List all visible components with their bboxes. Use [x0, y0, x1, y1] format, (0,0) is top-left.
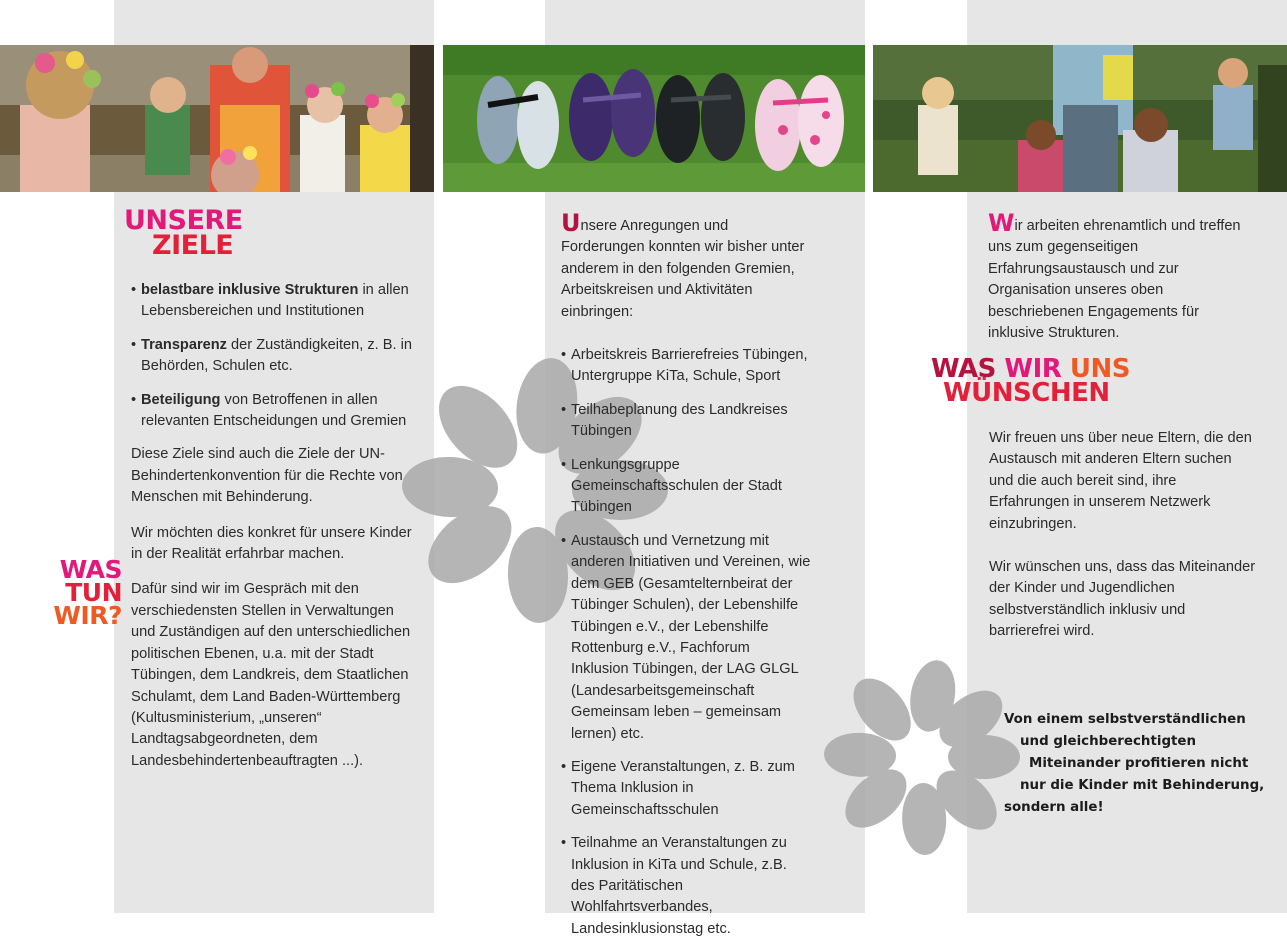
heading-line: TUN — [65, 578, 122, 607]
list-item — [131, 390, 416, 433]
heading-line: WÜNSCHEN — [943, 377, 1110, 408]
paragraph: Dafür sind wir im Gespräch mit den verschiedensten Stellen in Verwaltungen und Zuständigen auf den unterschiedlichen politischen Ebenen, u.a. mit der Stadt Tübingen, dem Landkreis, dem Staatlichen Schulamt, dem Land Baden-Württemberg (Kultusministerium, „unseren“ Landtagsabgeordneten, dem Landesbehindertenbeauftragten ...). — [131, 581, 411, 769]
paragraph: Diese Ziele sind auch die Ziele der UN-Behindertenkonvention für die Rechte von Menschen mit Behinderung. — [131, 446, 403, 506]
list-item — [131, 280, 416, 323]
paragraph: Wir möchten dies konkret für unsere Kinder in der Realität erfahrbar machen. — [131, 524, 412, 563]
paragraph: Wir freuen uns über neue Eltern, die den Austausch mit anderen Eltern suchen und die auch bereit sind, ihre Erfahrungen in unserem Netzwerk einzubringen. — [989, 430, 1252, 532]
goals-list — [131, 280, 416, 432]
intro-paragraph — [988, 209, 1248, 344]
intro-text: ir arbeiten ehrenamtlich und treffen uns zum gegenseitigen Erfahrungsaustausch und zur Organisation unseres oben beschriebenen Engagements für inklusive Strukturen. — [988, 218, 1241, 342]
quote-line: Von einem selbstverständlichen — [1004, 712, 1246, 727]
drop-cap: U — [561, 209, 581, 237]
wishes-text — [989, 428, 1259, 657]
was-wir-uns-wuenschen-heading — [931, 354, 1130, 408]
list-item: • Lenkungsgruppe Gemeinschaftsschulen der Stadt Tübingen — [561, 455, 811, 519]
heading-word: WAS — [931, 354, 996, 384]
quote-line: und gleichberechtigten — [1020, 734, 1197, 749]
unsere-ziele-heading — [124, 205, 243, 261]
ehrenamt-paragraph — [988, 209, 1248, 358]
was-tun-wir-heading — [48, 555, 122, 630]
list-item: • Teilnahme an Veranstaltungen zu Inklusion in KiTa und Schule, z.B. des Paritätischen Wohlfahrtsverbandes, Landesinklusionstag etc. — [561, 833, 811, 940]
bullet-text: von Betroffenen in allen relevanten Entscheidungen und Gremien — [141, 391, 407, 430]
list-item — [131, 335, 416, 378]
goals-text-column — [131, 280, 416, 786]
quote-line: sondern alle! — [1004, 800, 1104, 815]
heading-word: WIR — [1004, 354, 1062, 384]
heading-line: WIR? — [53, 601, 122, 630]
children-playing-in-circle-photo — [873, 45, 1287, 192]
bullet-bold: belastbare inklusive Strukturen — [141, 282, 359, 298]
flower-icon — [822, 655, 1022, 860]
drop-cap: W — [988, 209, 1015, 237]
paragraph: Wir wünschen uns, dass das Miteinander der Kinder und Jugendlichen selbstverständlich inklusiv und barrierefrei wird. — [989, 559, 1256, 640]
heading-line: WAS — [59, 555, 122, 584]
list-item: • Austausch und Vernetzung mit anderen Initiativen und Vereinen, wie dem GEB (Gesamtelternbeirat der Tübinger Schulen), der Lebenshilfe Tübingen e.V., der Lebenshilfe Rottenburg e.V., Fachforum Inklusion Tübingen, der LAG GLGL (Landesarbeitsgemeinschaft Gemeinsam leben – gemeinsam lernen) etc. — [561, 531, 811, 745]
list-item: • Teilhabeplanung des Landkreises Tübingen — [561, 400, 811, 443]
heading-word: UNS — [1069, 354, 1130, 384]
list-item: • Arbeitskreis Barrierefreies Tübingen, Untergruppe KiTa, Schule, Sport — [561, 345, 811, 388]
list-item: • Eigene Veranstaltungen, z. B. zum Thema Inklusion in Gemeinschaftsschulen — [561, 757, 811, 821]
heading-line: UNSERE — [124, 205, 243, 236]
quote-line: nur die Kinder mit Behinderung, — [1020, 778, 1265, 793]
heading-line: ZIELE — [152, 229, 234, 261]
bullet-text: der Zuständigkeiten, z. B. in Behörden, Schulen etc. — [141, 336, 412, 375]
children-with-flower-wreaths-photo — [0, 45, 434, 192]
flip-flops-on-grass-photo — [443, 45, 865, 192]
bullet-bold: Transparenz — [141, 336, 227, 353]
intro-text: nsere Anregungen und Forderungen konnten wir bisher unter anderem in den folgenden Gremien, Arbeitskreisen und Aktivitäten einbringen: — [561, 218, 805, 320]
quote-line: Miteinander profitieren nicht — [1029, 756, 1249, 771]
gremien-list — [561, 345, 811, 940]
gremien-text-column — [561, 209, 811, 952]
closing-quote — [1004, 709, 1274, 819]
bullet-bold: Beteiligung — [141, 391, 221, 408]
bullet-text: in allen Lebensbereichen und Institutionen — [141, 282, 409, 320]
intro-paragraph — [561, 209, 811, 323]
